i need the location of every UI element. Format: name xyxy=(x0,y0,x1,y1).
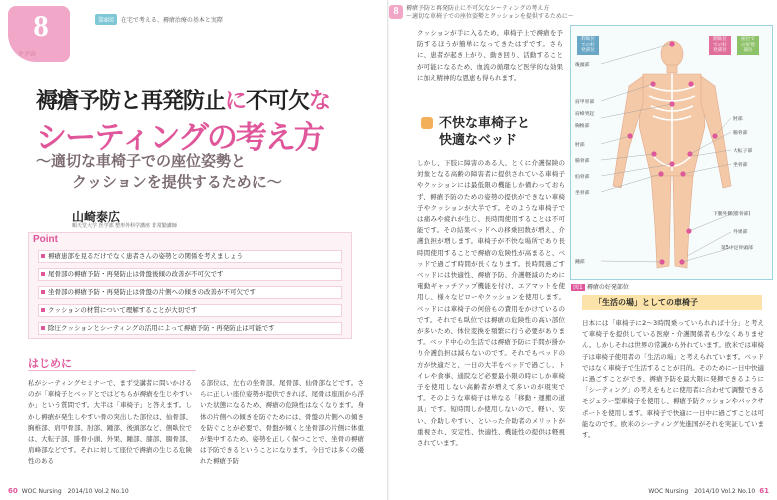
badge-number: 8 xyxy=(33,8,49,43)
author-name: 山崎泰広 xyxy=(72,210,121,224)
subtitle-line1: 〜適切な車椅子での座位姿勢と xyxy=(36,153,247,170)
intro-heading: はじめに xyxy=(28,358,72,370)
section-heading-1 xyxy=(439,114,530,148)
intro-column-2: る部位は、左右の坐骨部、尾骨部、仙骨部などです。さらに正しい座位姿勢が提供できれば、尾骨は座面から浮いた状態になるため、褥瘡の危険性はなくなります。身体の片側への傾きを防ぐためには、骨盤の片側への傾きを防ぐことが必要で、骨盤が傾くと坐骨部の片側に体重が集中するため、姿勢を正しく保つことで、坐骨の褥瘡は予防できるということになります。今日では多くの優れた褥瘡予防 xyxy=(200,379,364,466)
point-item: 坐骨部の褥瘡予防・再発防止は骨盤の片側への傾きの改善が不可欠です xyxy=(38,286,342,299)
figure-label: 腸骨部 xyxy=(733,131,748,136)
series-tag xyxy=(95,14,223,25)
right-issue: 2014/10 Vol.2 No.10 xyxy=(694,488,756,495)
figure-label: 坐骨部 xyxy=(733,163,748,168)
title-part-1: 褥瘡予防と再発防止 xyxy=(36,88,226,113)
figure-label: 踵部 xyxy=(575,260,585,265)
figure-label: 仙骨部 xyxy=(575,175,590,180)
figure-label: 大転子部 xyxy=(733,149,753,154)
point-item: クッションの材質について理解することが大切です xyxy=(38,304,342,317)
figure-label: 肘部 xyxy=(733,117,743,122)
right-column-1-top: クッションが手に入るため、車椅子上で褥瘡を予防するほうが簡単になってきたはずです。さらに、患者が起き上がり、動き回り、活動することが可能になるため、血流の循環など医学的な効果に加え精神的な恩恵も得られます。 xyxy=(417,29,563,82)
figure-label: 肩甲骨部 xyxy=(575,100,595,105)
figure-caption xyxy=(571,282,629,291)
figure-label: 肩峰突起 xyxy=(575,112,595,117)
subtitle-line2: クッションを提供するために〜 xyxy=(72,174,282,191)
corner-caption: ケアの xyxy=(18,51,37,58)
figure-label: 坐骨部 xyxy=(575,191,590,196)
right-footer xyxy=(648,487,769,495)
category-badge: 第8回 xyxy=(95,14,117,25)
figure-label: 肘部 xyxy=(575,143,585,148)
point-item: 尾骨部の褥瘡予防・再発防止は骨盤後傾の改善が不可欠です xyxy=(38,268,342,281)
right-page xyxy=(389,0,777,500)
left-footer xyxy=(8,487,129,495)
title-part-4: な xyxy=(309,88,331,113)
point-item: 除圧クッションとシーティングの活用によって褥瘡予防・再発防止は可能です xyxy=(38,322,342,335)
title-part-3: 不可欠 xyxy=(246,88,310,113)
title-part-2: に xyxy=(225,88,247,113)
figure-label: 第5中足骨頭部 xyxy=(721,246,753,251)
running-title-line1: 褥瘡予防と再発防止に不可欠なシーティングの考え方 xyxy=(406,5,550,12)
figure-label: 胸椎部 xyxy=(575,124,590,129)
left-issue: 2014/10 Vol.2 No.10 xyxy=(67,488,129,495)
running-title xyxy=(406,5,574,21)
figure-label: 下腿外側(腓骨部) xyxy=(713,212,751,217)
anatomy-figure xyxy=(570,25,773,280)
heading-line2: 快適なベッド xyxy=(439,132,518,147)
author-affiliation: 順天堂大学 医学部 整形外科学講座 非常勤講師 xyxy=(72,223,177,229)
right-journal-name: WOC Nursing xyxy=(648,488,689,495)
left-page-number: 60 xyxy=(8,487,18,495)
heading-line1: 不快な車椅子と xyxy=(439,115,531,130)
intro-divider xyxy=(28,370,196,371)
right-column-1-body: しかし、下肢に障害のある人、とくに介護保険の対象となる高齢の障害者に提供されている車椅子やクッションには最低限の機能しか備わっておらず、褥瘡予防のための姿勢の提供ができない車椅子やクッションが大半です。そのような車椅子では痛みや疲れが生じ、長時間使用することは不可能です。その結果ベッドへの移乗回数が増え、介護負担が増します。車椅子が不快な場所であり長時間使用することで褥瘡の危険性が高まると、ベッドで過ごす時間が長くなります。長時間過ごすベッドには快適性、褥瘡予防、介護軽減のために電動ギャッチアップ機能を付け、エアマットを使用し、様々なピローやクッションを使用します。ベッドには車椅子の何倍もの費用をかけているのです。それでも臥位では褥瘡の危険性の高い部位が多いため、体位変換を頻繁に行う必要があります。ベッド中心の生活では褥瘡予防に手間が掛かり介護負担は減らないのです。それでもベッドの方が快適だと、一日の大半をベッドで過ごし、トイレや食事、通院など必要最小限の時にしか車椅子を使用しない高齢者が増えて多いのが現実です。そのような車椅子は単なる「移動・運搬の道具」です。短時間しか使用しないので、軽い、安い、介助しやすい、といった介助者のメリットが重視され、安定性、快適性、機能性の提供は軽視されています。 xyxy=(417,159,565,448)
heading-marker xyxy=(421,117,433,129)
figure-tag-supine: 仰臥位での好発部位 xyxy=(577,36,599,55)
intro-column-1: 私がシーティングセミナーで、まず受講者に問いかけるのが「車椅子とベッドとではどちらが褥瘡を生じやすいか」という質問です。大半は「車椅子」と答えます。しかし褥瘡が発生しやすい骨の突出した部位は、仙骨部、胸椎部、肩甲骨部、肘部、踵部、後頭部など、側臥位では、大転子部、腓骨小頭、外果、踵部、膝部、腸骨部、肩峰部などです。それに対して座位で褥瘡の生じる危険性のある xyxy=(28,379,192,466)
point-item: 褥瘡患部を見るだけでなく患者さんの姿勢との関係を考えましょう xyxy=(38,250,342,263)
running-title-line2: 〜適切な車椅子での座位姿勢とクッションを提供するために〜 xyxy=(406,13,574,20)
figure-label: 後頭部 xyxy=(575,63,590,68)
right-page-number: 61 xyxy=(759,487,769,495)
point-box xyxy=(28,232,352,339)
figure-label: 外果部 xyxy=(733,230,748,235)
article-title-line1 xyxy=(36,84,330,115)
left-journal-name: WOC Nursing xyxy=(21,488,62,495)
left-page xyxy=(0,0,388,500)
figure-tag-lateral: 側臥位での好発部位 xyxy=(709,36,731,55)
right-column-2-body: 日本には「車椅子に2〜3時間乗っていられれば十分」と考えて車椅子を提供している医療・介護関係者も少なくありません。しかしそれは世界の常識から外れています。欧米では車椅子は車椅子使用者の「生活の場」と考えられています。ベッドではなく車椅子で生活することが目的。そのためにー日中快適に過ごすことができ、褥瘡予防を最大限に発揮できるように「シーティング」の考えをもとに使用者に合わせて調整できるモジュラー型車椅子を使用し、褥瘡予防クッションやバックサポートを使用します。車椅子で快適に一日中に過ごすことは可能なのです。欧米のシーティング先進国がそれを実証しています。 xyxy=(582,319,764,440)
series-title: 在宅で考える、褥瘡治療の基本と実際 xyxy=(120,17,223,24)
figure-caption-text: 褥瘡の好発部位 xyxy=(586,284,629,291)
point-label: Point xyxy=(33,234,58,245)
figure-label: 腸骨部 xyxy=(575,159,590,164)
right-badge-number: 8 xyxy=(389,5,403,19)
article-title-line2: シーティングの考え方 xyxy=(36,120,323,155)
figure-caption-tag: 図1 xyxy=(573,284,583,291)
section-heading-2: 「生活の場」としての車椅子 xyxy=(582,295,762,310)
article-subtitle xyxy=(36,151,282,193)
figure-tag-sitting: 座位での好発部位 xyxy=(737,36,759,55)
